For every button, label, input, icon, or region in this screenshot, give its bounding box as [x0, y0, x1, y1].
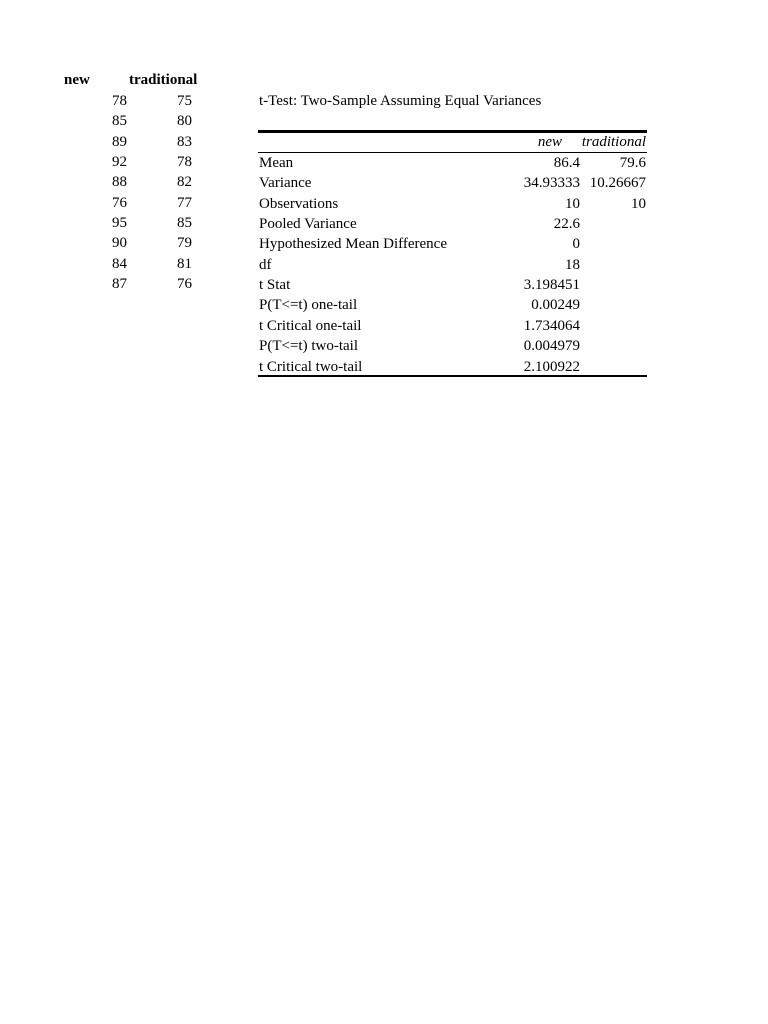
ttest-row-label: Hypothesized Mean Difference — [259, 236, 447, 252]
raw-value-traditional: 78 — [177, 154, 192, 170]
raw-value-traditional: 76 — [177, 276, 192, 292]
ttest-value-new: 0.00249 — [531, 297, 580, 313]
ttest-row-label: t Stat — [259, 277, 291, 293]
ttest-value-new: 1.734064 — [523, 318, 580, 334]
ttest-value-new: 0 — [572, 236, 580, 252]
ttest-row-label: t Critical two-tail — [259, 359, 363, 375]
ttest-row-label: Pooled Variance — [259, 216, 357, 232]
raw-header-new: new — [64, 72, 90, 88]
ttest-value-new: 86.4 — [553, 155, 580, 171]
raw-value-traditional: 75 — [177, 93, 192, 109]
ttest-value-new: 34.93333 — [523, 175, 580, 191]
raw-value-traditional: 80 — [177, 113, 192, 129]
raw-value-new: 85 — [112, 113, 127, 129]
ttest-row-label: Mean — [259, 155, 294, 171]
ttest-value-traditional: 10 — [631, 196, 646, 212]
raw-value-new: 76 — [112, 195, 127, 211]
raw-value-new: 92 — [112, 154, 127, 170]
raw-value-traditional: 77 — [177, 195, 192, 211]
raw-value-traditional: 82 — [177, 174, 192, 190]
ttest-col-traditional: traditional — [581, 134, 646, 150]
raw-value-traditional: 79 — [177, 235, 192, 251]
raw-value-new: 95 — [112, 215, 127, 231]
raw-value-traditional: 85 — [177, 215, 192, 231]
ttest-col-new: new — [537, 134, 562, 150]
table-header-rule — [258, 152, 647, 153]
ttest-value-new: 10 — [565, 196, 580, 212]
ttest-value-traditional: 10.26667 — [589, 175, 646, 191]
raw-value-new: 78 — [112, 93, 127, 109]
raw-value-new: 89 — [112, 134, 127, 150]
ttest-row-label: P(T<=t) one-tail — [259, 297, 358, 313]
ttest-value-new: 2.100922 — [523, 359, 580, 375]
ttest-row-label: Observations — [259, 196, 339, 212]
raw-value-new: 88 — [112, 174, 127, 190]
ttest-value-new: 3.198451 — [523, 277, 580, 293]
ttest-row-label: Variance — [259, 175, 312, 191]
raw-value-new: 87 — [112, 276, 127, 292]
ttest-value-new: 22.6 — [553, 216, 580, 232]
ttest-row-label: t Critical one-tail — [259, 318, 362, 334]
ttest-value-new: 18 — [565, 257, 580, 273]
table-bottom-rule — [258, 375, 647, 377]
raw-value-new: 90 — [112, 235, 127, 251]
ttest-row-label: P(T<=t) two-tail — [259, 338, 358, 354]
ttest-value-traditional: 79.6 — [619, 155, 646, 171]
raw-header-traditional: traditional — [129, 72, 198, 88]
raw-value-new: 84 — [112, 256, 127, 272]
raw-value-traditional: 83 — [177, 134, 192, 150]
ttest-title: t-Test: Two-Sample Assuming Equal Variances — [259, 93, 542, 109]
raw-value-traditional: 81 — [177, 256, 192, 272]
ttest-value-new: 0.004979 — [523, 338, 580, 354]
ttest-row-label: df — [259, 257, 272, 273]
